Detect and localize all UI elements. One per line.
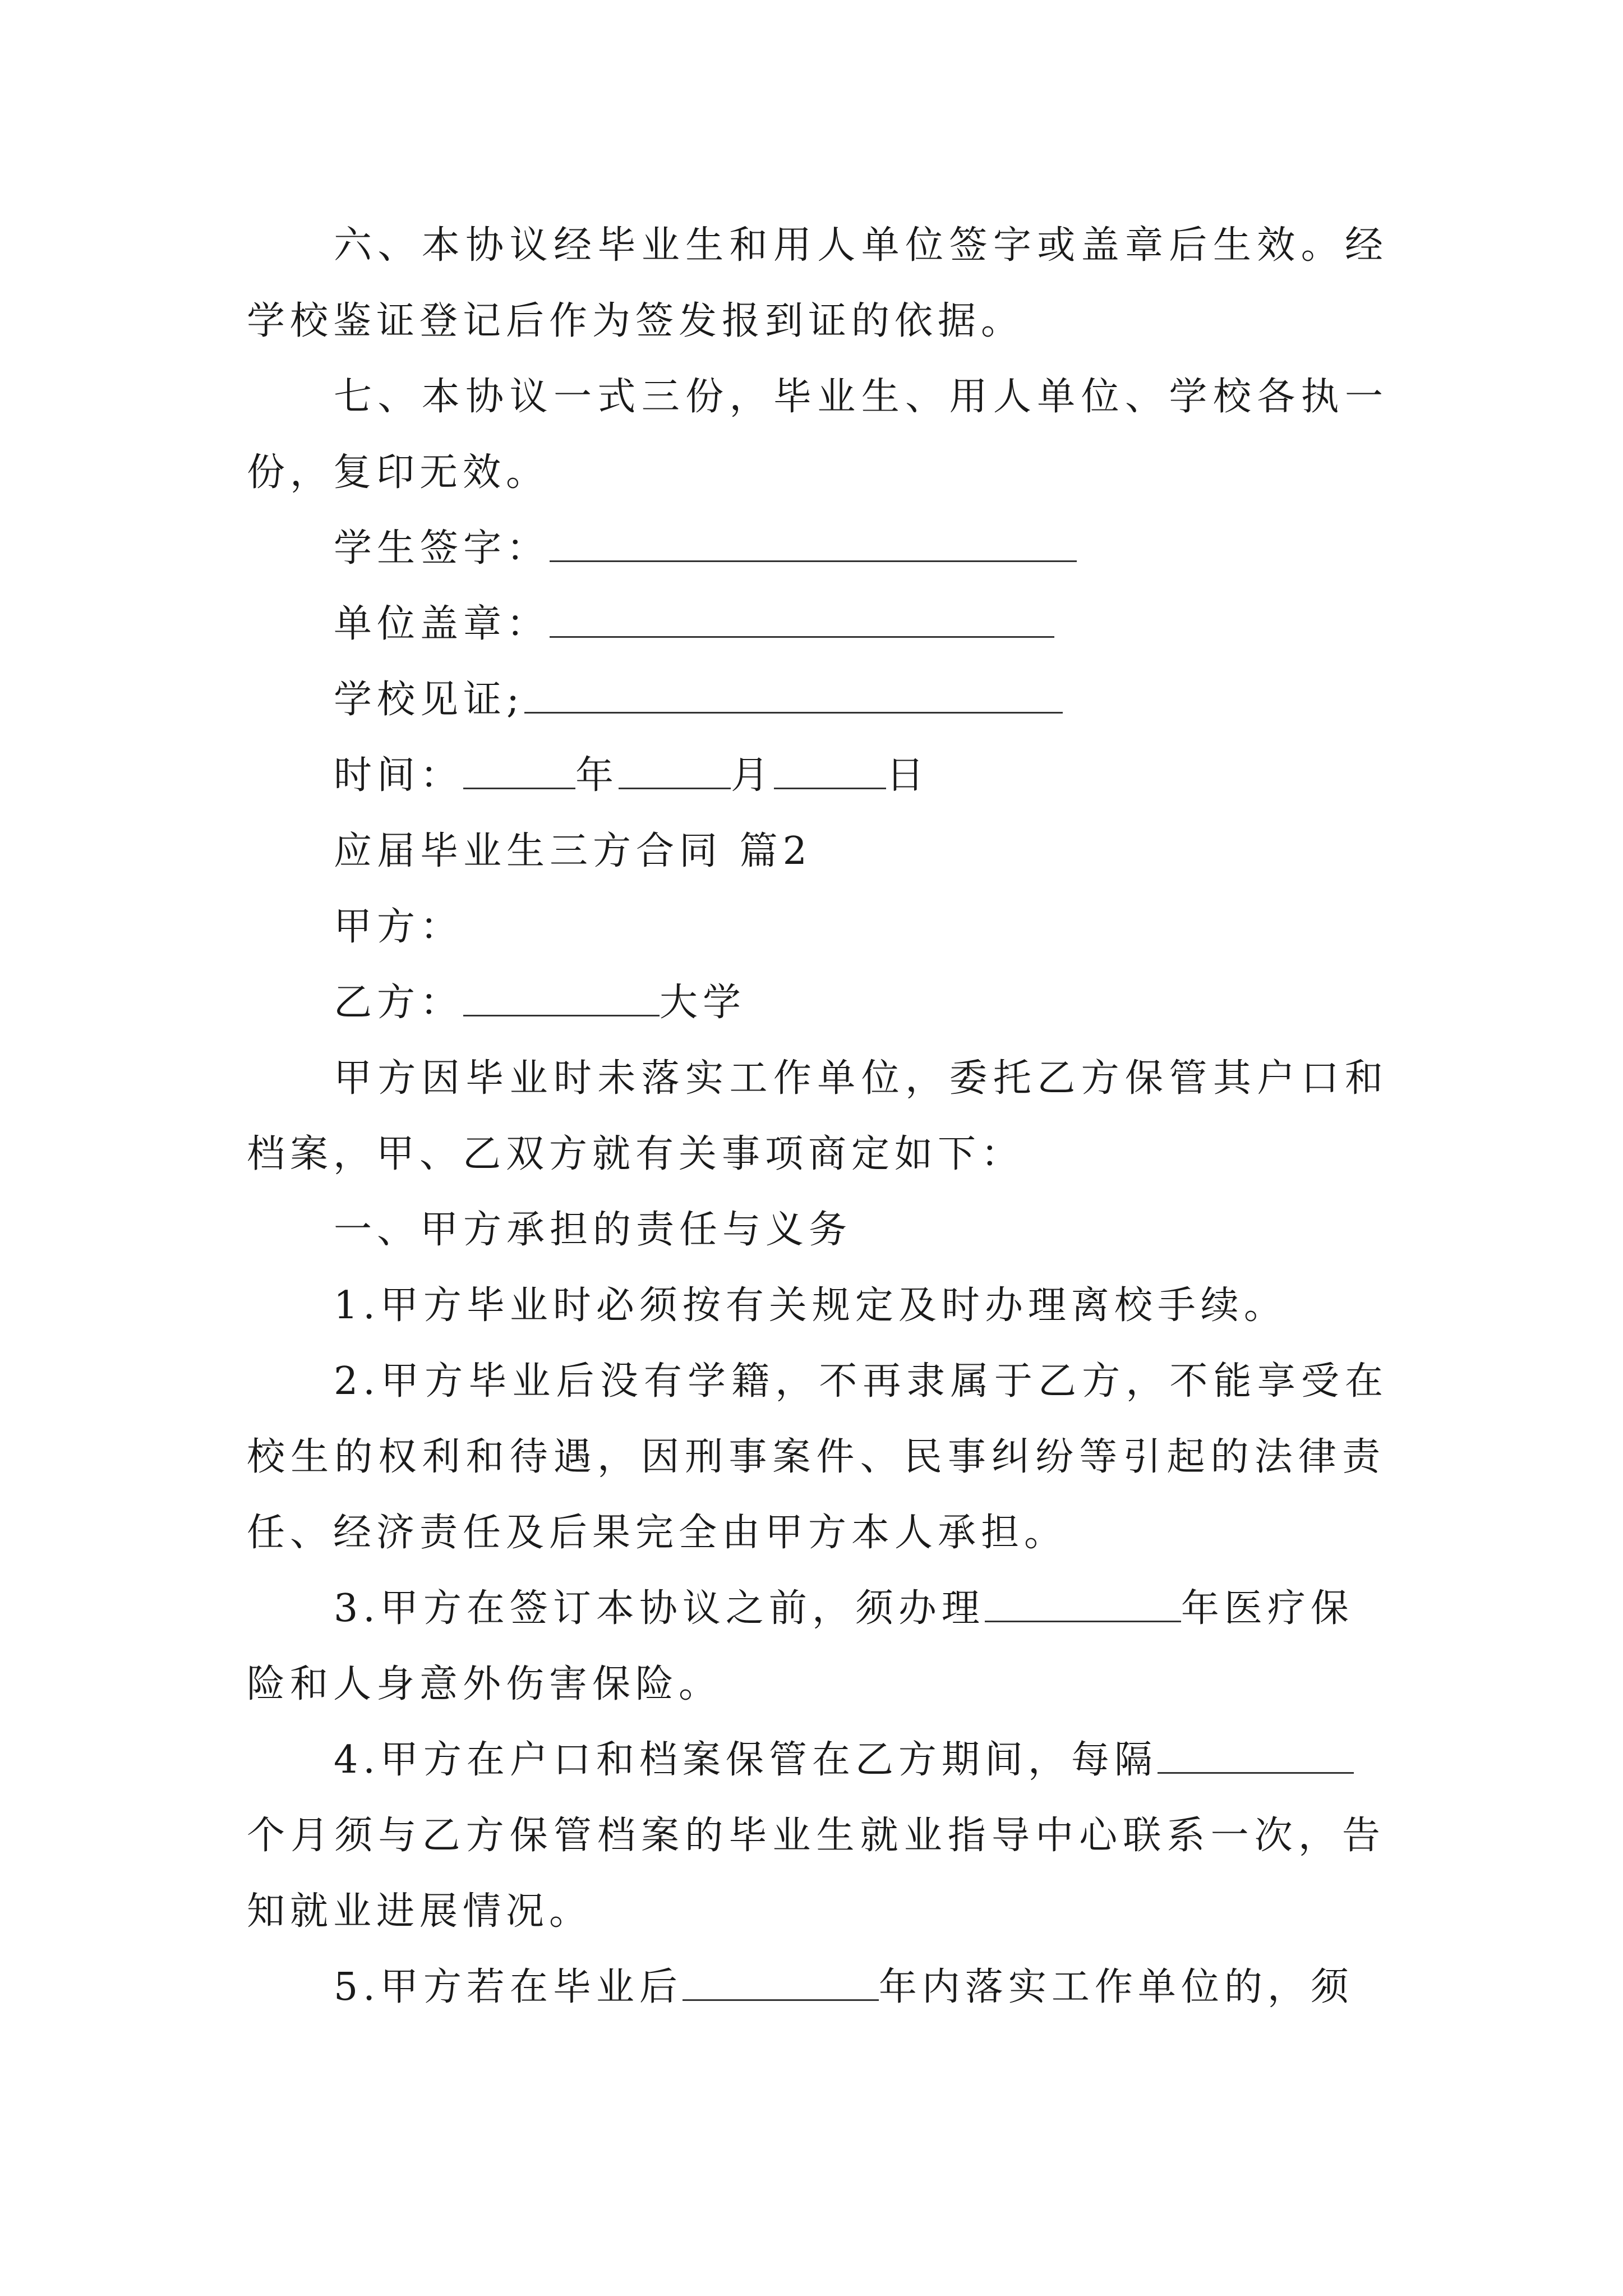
item-2-line-1: 2.甲方毕业后没有学籍，不再隶属于乙方，不能享受在	[334, 1359, 1388, 1404]
party-a-row: 甲方：	[334, 905, 464, 949]
item-3-blank	[985, 1584, 1181, 1622]
date-row	[334, 751, 1388, 801]
intro-line-2: 档案，甲、乙双方就有关事项商定如下：	[247, 1132, 1025, 1176]
item-3-line-2: 险和人身意外伤害保险。	[247, 1662, 722, 1706]
student-signature-row	[334, 523, 1388, 574]
clause-6-line-1: 六、本协议经毕业生和用人单位签字或盖章后生效。经	[334, 223, 1388, 268]
item-3-prefix: 3.甲方在签订本协议之前，须办理	[334, 1586, 985, 1631]
party-b-label: 乙方：	[334, 981, 464, 1025]
heading-1: 一、甲方承担的责任与义务	[334, 1208, 852, 1252]
year-label: 年	[575, 753, 619, 798]
school-witness-blank	[524, 675, 1063, 714]
intro-line-1: 甲方因毕业时未落实工作单位，委托乙方保管其户口和	[334, 1056, 1388, 1101]
item-2-line-2: 校生的权利和待遇，因刑事案件、民事纠纷等引起的法律责	[247, 1435, 1385, 1479]
school-witness-row	[334, 675, 1388, 725]
student-signature-blank	[550, 523, 1077, 562]
day-blank	[774, 751, 886, 789]
unit-seal-blank	[550, 599, 1054, 638]
clause-7-line-1: 七、本协议一式三份，毕业生、用人单位、学校各执一	[334, 375, 1388, 419]
party-b-blank	[463, 978, 660, 1016]
item-5-blank	[683, 1962, 879, 2001]
item-4-blank	[1158, 1735, 1354, 1774]
item-3-suffix: 年医疗保	[1181, 1586, 1354, 1631]
clause-7-line-2: 份，复印无效。	[247, 450, 550, 495]
item-4-line-1	[334, 1735, 1388, 1786]
unit-seal-label: 单位盖章：	[334, 602, 550, 646]
item-5-line-1	[334, 1962, 1388, 2013]
section-2-title: 应届毕业生三方合同 篇2	[334, 829, 812, 873]
student-signature-label: 学生签字：	[334, 526, 550, 570]
item-5-prefix: 5.甲方若在毕业后	[334, 1965, 683, 2009]
item-5-suffix: 年内落实工作单位的，须	[878, 1965, 1354, 2009]
party-b-row	[334, 978, 1388, 1028]
month-label: 月	[731, 753, 774, 798]
item-2-line-3: 任、经济责任及后果完全由甲方本人承担。	[247, 1511, 1068, 1555]
item-4-line-3: 知就业进展情况。	[247, 1889, 593, 1934]
item-1: 1.甲方毕业时必须按有关规定及时办理离校手续。	[334, 1283, 1287, 1328]
month-blank	[619, 751, 731, 789]
clause-6-line-2: 学校鉴证登记后作为签发报到证的依据。	[247, 299, 1025, 343]
item-4-prefix: 4.甲方在户口和档案保管在乙方期间，每隔	[334, 1738, 1158, 1782]
year-blank	[463, 751, 575, 789]
item-4-line-2: 个月须与乙方保管档案的毕业生就业指导中心联系一次，告	[247, 1814, 1385, 1858]
date-label: 时间：	[334, 753, 464, 798]
unit-seal-row	[334, 599, 1388, 650]
school-witness-label: 学校见证;	[334, 678, 524, 722]
item-3-line-1	[334, 1584, 1388, 1634]
party-b-suffix: 大学	[660, 981, 746, 1025]
day-label: 日	[886, 753, 930, 798]
